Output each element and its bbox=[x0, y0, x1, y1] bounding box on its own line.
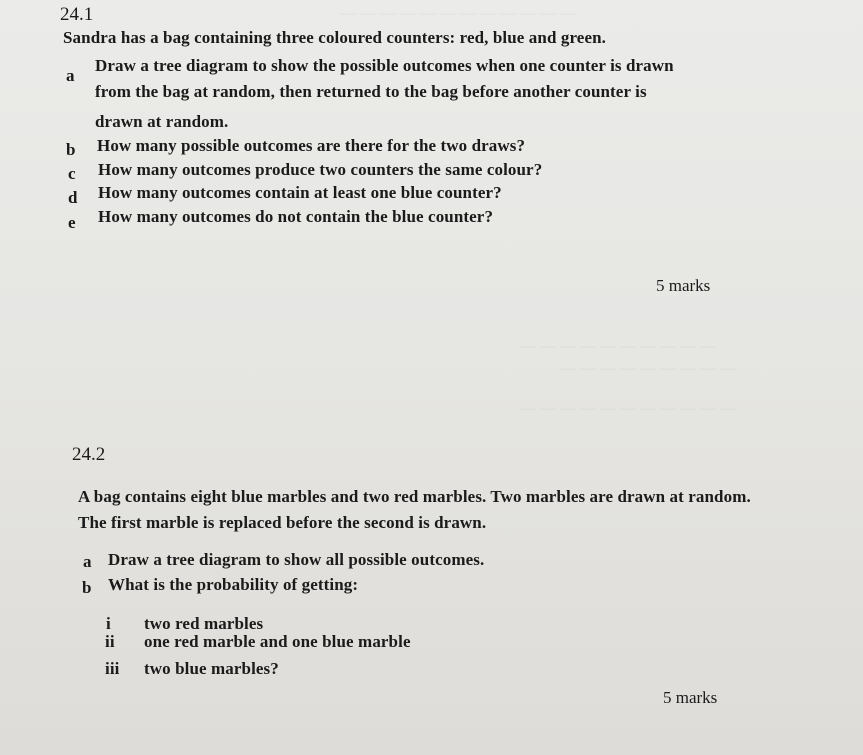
marks-24-2: 5 marks bbox=[663, 688, 718, 707]
part-label-c: c bbox=[68, 164, 76, 183]
show-through-text: — — — — — — — — — — — — bbox=[340, 5, 576, 22]
part-a-text: Draw a tree diagram to show all possible outcomes. bbox=[108, 550, 485, 569]
show-through-text: — — — — — — — — — — — bbox=[520, 400, 736, 417]
show-through-text: — — — — — — — — — — bbox=[520, 338, 716, 355]
part-e-text: How many outcomes do not contain the blue counter? bbox=[98, 207, 494, 226]
part-a-line-3: drawn at random. bbox=[95, 112, 229, 131]
part-label-a: a bbox=[66, 66, 75, 85]
show-through-text: — — — — — — — — — bbox=[560, 360, 736, 377]
part-b-text: What is the probability of getting: bbox=[108, 575, 359, 594]
part-a-line-1: Draw a tree diagram to show the possible outcomes when one counter is drawn bbox=[95, 56, 674, 75]
part-label-e: e bbox=[68, 213, 76, 232]
question-24-1-intro: Sandra has a bag containing three coloured counters: red, blue and green. bbox=[63, 28, 606, 47]
part-b-text: How many possible outcomes are there for the two draws? bbox=[97, 136, 526, 155]
subpart-label-iii: iii bbox=[105, 659, 120, 678]
subpart-i-text: two red marbles bbox=[144, 614, 264, 633]
subpart-iii-text: two blue marbles? bbox=[144, 659, 279, 678]
part-label-d: d bbox=[68, 188, 78, 207]
part-label-b: b bbox=[82, 578, 92, 597]
part-c-text: How many outcomes produce two counters the same colour? bbox=[98, 160, 543, 179]
part-label-a: a bbox=[83, 552, 92, 571]
part-a-line-2: from the bag at random, then returned to the bag before another counter is bbox=[95, 82, 647, 101]
question-number-24-1: 24.1 bbox=[60, 4, 94, 25]
part-d-text: How many outcomes contain at least one blue counter? bbox=[98, 183, 502, 202]
subpart-label-ii: ii bbox=[105, 632, 115, 651]
question-24-2-intro-line-2: The first marble is replaced before the second is drawn. bbox=[78, 513, 487, 532]
subpart-label-i: i bbox=[106, 614, 111, 633]
subpart-ii-text: one red marble and one blue marble bbox=[144, 632, 411, 651]
marks-24-1: 5 marks bbox=[656, 276, 711, 295]
question-24-2-intro-line-1: A bag contains eight blue marbles and two red marbles. Two marbles are drawn at random. bbox=[78, 487, 751, 506]
part-label-b: b bbox=[66, 140, 76, 159]
question-number-24-2: 24.2 bbox=[72, 444, 106, 465]
